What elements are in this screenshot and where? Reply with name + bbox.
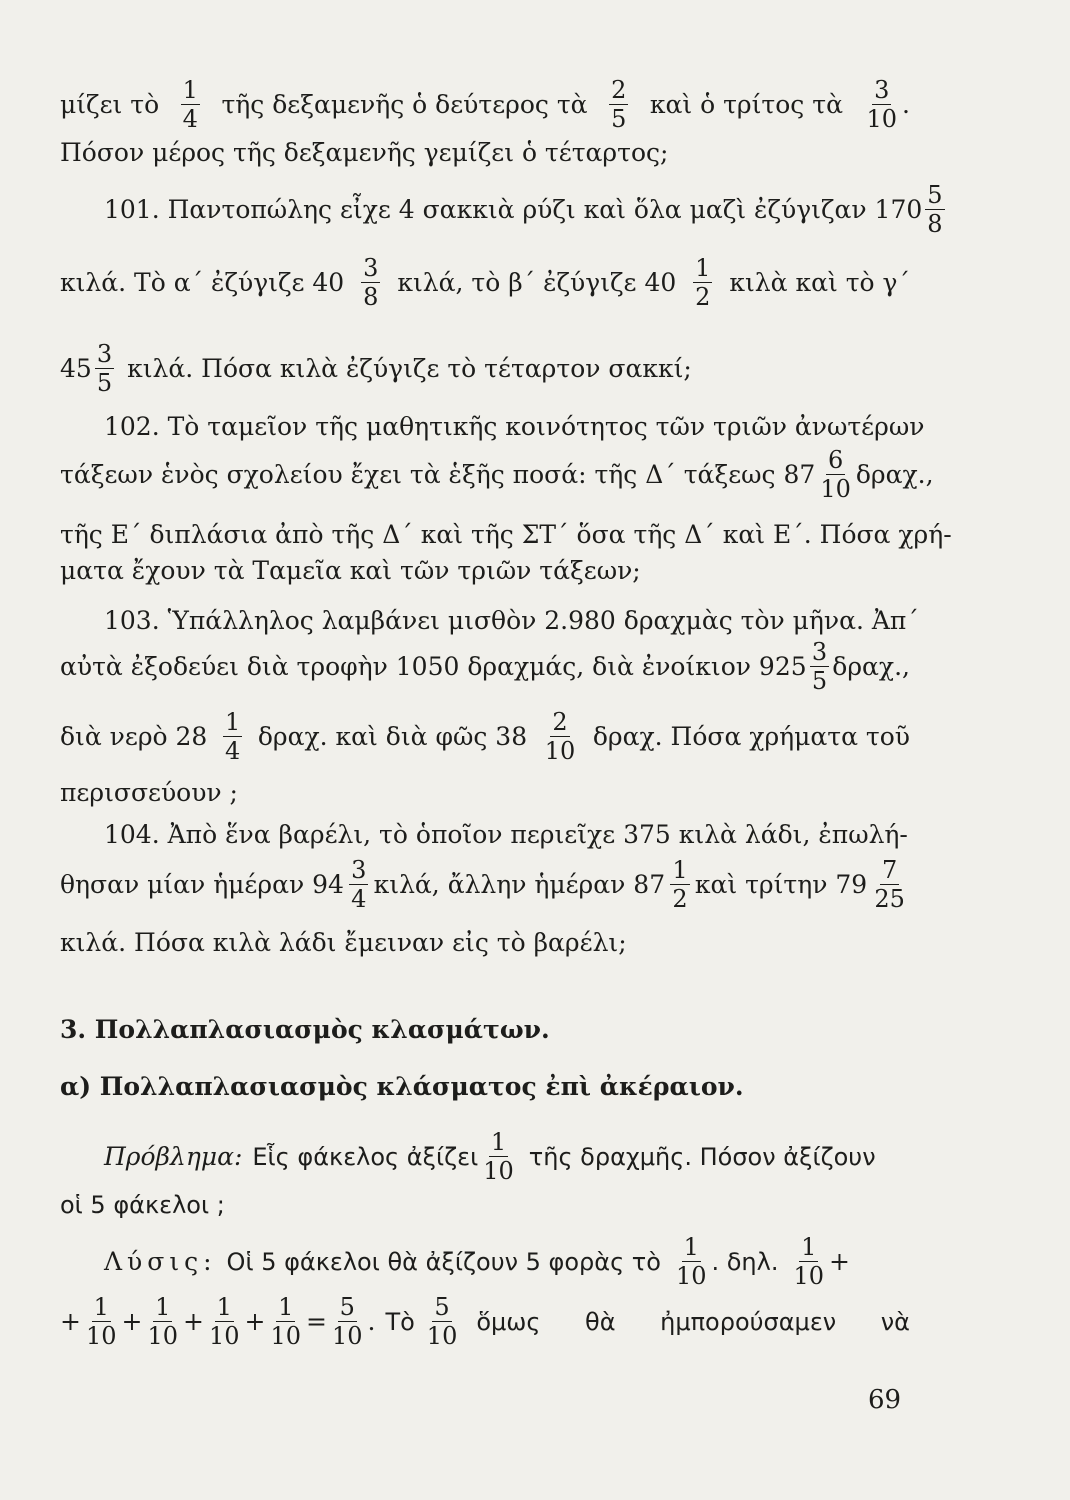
plus-sign: + [183,1306,204,1336]
text-line-4 [60,256,910,309]
fraction: $\frac{1}{10}$ [208,1293,240,1350]
fraction-group: $\frac{3}{10}$ . [866,76,910,133]
text-span: κιλά, τὸ β΄ ἐζύγιζε 40 [397,267,677,297]
text-span: διὰ νερὸ 28 [60,721,208,751]
text-span: μίζει τὸ [60,89,160,119]
text-span: τάξεων ἑνὸς σχολείου ἔχει τὰ ἑξῆς ποσά: τῆς Δ΄ τάξεως 87 [60,459,816,489]
problem-103: 103. Ὑπάλληλος λαμβάνει μισθὸν 2.980 δραχμὰς τὸν μῆνα. Ἀπ΄ [104,606,919,635]
fraction: $\frac{3}{10}$ [866,76,897,133]
text-span: ὅμως θὰ ἠμπορούσαμεν νὰ [476,1307,910,1336]
text-span: κιλά. Πόσα κιλὰ ἐζύγιζε τὸ τέταρτον σακκί; [127,353,692,383]
fraction: $\frac{1}{4}$ [182,76,198,133]
problem-statement [104,1130,910,1183]
fraction: $\frac{3}{8}$ [363,254,379,311]
text-span: κιλά, ἄλλην ἡμέραν 87 [373,869,666,899]
fraction: $\frac{1}{2}$ [695,254,711,311]
text-line-11 [60,640,910,693]
fraction: $\frac{5}{10}$ [331,1293,363,1350]
fraction: $\frac{3}{5}$ [96,340,113,397]
problem-label: Πρόβλημα: [104,1141,243,1171]
subsection-heading: α) Πολλαπλασιασμὸς κλάσματος ἐπὶ ἀκέραιον. [60,1072,744,1101]
text-span: θησαν μίαν ἡμέραν 94 [60,869,344,899]
text-span: 45 [60,353,92,383]
fraction: $\frac{1}{4}$ [224,708,241,765]
text-span: Τὸ [385,1307,415,1336]
fraction: $\frac{7}{25}$ [874,856,905,913]
text-span: δραχ. καὶ διὰ φῶς 38 [257,721,528,751]
text-span: κιλὰ καὶ τὸ γ΄ [729,267,910,297]
plus-sign: + [121,1306,143,1336]
sum-line [60,1295,910,1348]
fraction: $\frac{2}{5}$ [611,76,627,133]
fraction: $\frac{1}{10}$ [675,1233,707,1290]
section-heading: 3. Πολλαπλασιασμὸς κλασμάτων. [60,1015,550,1044]
fraction: $\frac{1}{10}$ [793,1233,825,1290]
plus-sign: + [60,1306,81,1336]
text-line-16: κιλά. Πόσα κιλὰ λάδι ἔμειναν εἰς τὸ βαρέλι; [60,928,627,957]
text-span: τῆς δεξαμενῆς ὁ δεύτερος τὰ [221,89,588,119]
fraction: $\frac{5}{10}$ [426,1293,458,1350]
problem-102: 102. Τὸ ταμεῖον τῆς μαθητικῆς κοινότητος τῶν τριῶν ἀνωτέρων [104,412,925,441]
fraction: $\frac{1}{10}$ [483,1128,514,1185]
text-span: δραχ., [832,651,910,681]
text-line-7 [60,446,934,503]
page-number: 69 [868,1385,902,1415]
text-line-13: περισσεύουν ; [60,778,238,807]
text-span: τῆς δραχμῆς. Πόσον ἀξίζουν [528,1142,876,1171]
text-line-5 [60,342,910,395]
fraction: $\frac{1}{10}$ [270,1293,301,1350]
fraction: $\frac{1}{10}$ [85,1293,117,1350]
text-line-12 [60,710,910,763]
fraction: $\frac{1}{2}$ [672,856,688,913]
plus-sign: + [244,1306,266,1336]
text-line-15 [60,858,910,911]
fraction-group: $\frac{1}{10}$ . δηλ. [675,1233,779,1290]
fraction: $\frac{5}{8}$ [927,181,943,238]
solution-line [104,1235,910,1288]
fraction: $\frac{3}{4}$ [351,856,367,913]
fraction: $\frac{1}{10}$ [147,1293,178,1350]
text-span: κιλά. Τὸ α΄ ἐζύγιζε 40 [60,267,345,297]
text-line-9: ματα ἔχουν τὰ Ταμεῖα καὶ τῶν τριῶν τάξεων; [60,556,641,585]
text-span: καὶ τρίτην 79 [694,869,868,899]
text-span: δραχ., [855,459,934,489]
solution-label: Λύσις: [104,1246,217,1276]
text-span: Οἱ 5 φάκελοι θὰ ἀξίζουν 5 φορὰς τὸ [226,1247,661,1276]
fraction: $\frac{3}{5}$ [811,638,828,695]
problem-101 [104,181,943,238]
text-span: Εἷς φάκελος ἀξίζει [252,1142,479,1171]
text-span: καὶ ὁ τρίτος τὰ [649,89,843,119]
problem-104: 104. Ἀπὸ ἕνα βαρέλι, τὸ ὁποῖον περιεῖχε 375 κιλὰ λάδι, ἐπωλή- [104,820,908,849]
text-line-8: τῆς Ε΄ διπλάσια ἀπὸ τῆς Δ΄ καὶ τῆς ΣΤ΄ ὅσα τῆς Δ΄ καὶ Ε΄. Πόσα χρή- [60,520,952,549]
fraction-group: $\frac{1}{10}$ + [793,1233,850,1290]
text-span: δραχ. Πόσα χρήματα τοῦ [592,721,910,751]
period: . [367,1306,376,1336]
text-span: αὐτὰ ἐξοδεύει διὰ τροφὴν 1050 δραχμάς, διὰ ἐνοίκιον 925 [60,651,807,681]
fraction: $\frac{2}{10}$ [544,708,576,765]
text-span: 101. Παντοπώλης εἶχε 4 σακκιὰ ρύζι καὶ ὅλα μαζὶ ἐζύγιζαν 170 [104,194,923,224]
problem-line-2: οἱ 5 φάκελοι ; [60,1191,225,1219]
fraction: $\frac{6}{10}$ [820,446,851,503]
equals-sign: = [306,1306,327,1336]
text-line-1 [60,78,910,131]
text-line-2: Πόσον μέρος τῆς δεξαμενῆς γεμίζει ὁ τέταρτος; [60,138,669,167]
